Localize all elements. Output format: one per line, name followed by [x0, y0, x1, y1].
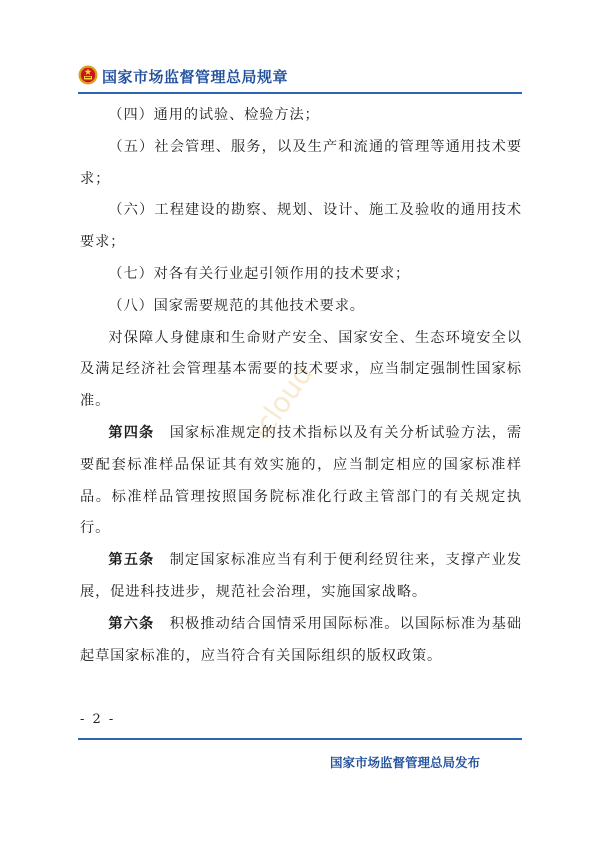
article-label: 第五条 [108, 552, 155, 569]
document-header [78, 62, 522, 92]
list-paragraph [80, 132, 522, 196]
list-paragraph [80, 100, 522, 132]
article-label: 第四条 [108, 424, 155, 441]
article-label: 第六条 [108, 615, 155, 632]
article-paragraph [80, 545, 522, 609]
header-title: 国家市场监督管理总局规章 [102, 68, 289, 86]
header-divider [78, 92, 522, 94]
paragraph-text: （五）社会管理、服务，以及生产和流通的管理等通用技术要求； [80, 138, 522, 187]
article-paragraph [80, 609, 522, 673]
paragraph-text: 对保障人身健康和生命财产安全、国家安全、生态环境安全以及满足经济社会管理基本需要的技术要求，应当制定强制性国家标准。 [80, 329, 522, 410]
article-paragraph [80, 418, 522, 545]
paragraph-text: （六）工程建设的勘察、规划、设计、施工及验收的通用技术要求； [80, 202, 522, 251]
list-paragraph [80, 195, 522, 259]
paragraph-text: 积极推动结合国情采用国际标准。以国际标准为基础起草国家标准的，应当符合有关国际组织的版权政策。 [80, 615, 522, 664]
footer-divider [78, 738, 522, 740]
paragraph-text: 制定国家标准应当有利于便利经贸往来，支撑产业发展，促进科技进步，规范社会治理，实施国家战略。 [80, 552, 522, 600]
footer-publisher: 国家市场监督管理总局发布 [330, 755, 481, 770]
national-emblem-icon [78, 65, 98, 85]
paragraph-text: （七）对各有关行业起引领作用的技术要求； [108, 265, 411, 282]
document-body [80, 100, 522, 672]
paragraph-text: 国家标准规定的技术指标以及有关分析试验方法，需要配套标准样品保证其有效实施的，应当制定相应的国家标准样品。标准样品管理按照国务院标准化行政主管部门的有关规定执行。 [80, 424, 522, 537]
paragraph-text: （八）国家需要规范的其他技术要求。 [108, 297, 365, 314]
list-paragraph [80, 259, 522, 291]
list-paragraph [80, 291, 522, 323]
page-number: - 2 - [80, 712, 116, 727]
paragraph-text: （四）通用的试验、检验方法； [108, 107, 320, 123]
watermark: icloud [244, 357, 320, 446]
list-paragraph [80, 323, 522, 418]
